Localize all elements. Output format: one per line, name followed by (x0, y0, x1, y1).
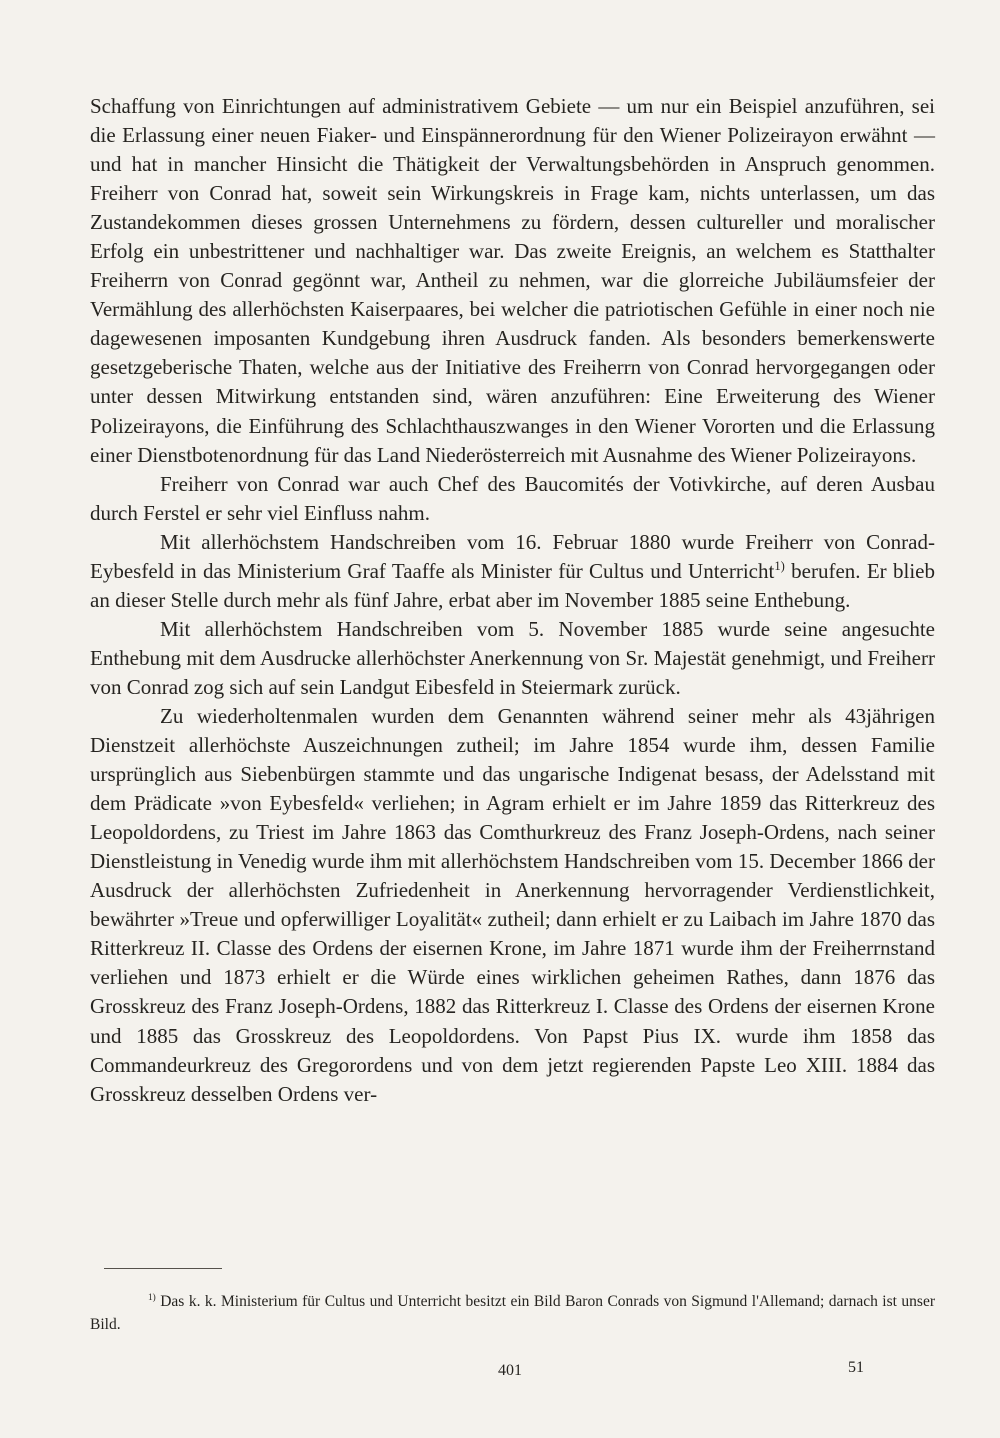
main-text (90, 92, 935, 1109)
paragraph-4: Mit allerhöchstem Handschreiben vom 5. November 1885 wurde seine angesuchte Enthebung mit dem Ausdrucke allerhöchster Anerkennung von Sr. Majestät genehmigt, und Freiherr von Conrad zog sich auf sein Landgut Eibesfeld in Steiermark zurück. (90, 616, 935, 699)
footnote-line (90, 1290, 935, 1336)
paragraph-3-continuation: berufen. Er blieb an dieser Stelle durch mehr als fünf Jahre, erbat aber im November 1885 seine Enthebung. (90, 558, 935, 612)
paragraph-1: Schaffung von Einrichtungen auf administrativem Gebiete — um nur ein Beispiel anzuführen, sei die Erlassung einer neuen Fiaker- und Einspännerordnung für den Wiener Polizeirayon erwähnt — und hat in mancher Hinsicht die Thätigkeit der Verwaltungsbehörden in Anspruch genommen. Freiherr von Conrad hat, soweit sein Wirkungskreis in Frage kam, nichts unterlassen, um das Zustandekommen dieses grossen Unternehmens zu fördern, dessen cultureller und moralischer Erfolg ein unbestrittener und nachhaltiger war. Das zweite Ereignis, an welchem es Statthalter Freiherrn von Conrad gegönnt war, Antheil zu nehmen, war die glorreiche Jubiläumsfeier der Vermählung des allerhöchsten Kaiserpaares, bei welcher die patriotischen Gefühle in einer noch nie dagewesenen imposanten Kundgebung ihren Ausdruck fanden. Als besonders bemerkenswerte gesetzgeberische Thaten, welche aus der Initiative des Freiherrn von Conrad hervorgegangen oder unter dessen Mitwirkung entstanden sind, wären anzuführen: Eine Erweiterung des Wiener Polizeirayons, die Einführung des Schlachthauszwanges in den Wiener Vororten und die Erlassung einer Dienstbotenordnung für das Land Niederösterreich mit Ausnahme des Wiener Polizeirayons. (90, 94, 935, 467)
footnote-text: Das k. k. Ministerium für Cultus und Unterricht besitzt ein Bild Baron Conrads von Sigmund l'Allemand; darnach ist unser Bild. (90, 1293, 935, 1333)
page-number: 401 (498, 1362, 522, 1379)
footnote-reference: 1) (774, 558, 785, 573)
footnote (90, 1290, 935, 1336)
sheet-number: 51 (848, 1359, 864, 1376)
paragraph-3-text: Mit allerhöchstem Handschreiben vom 16. Februar 1880 wurde Freiherr von Conrad-Eybesfeld in das Ministerium Graf Taaffe als Minister für Cultus und Unterricht (90, 529, 935, 583)
paragraph-2: Freiherr von Conrad war auch Chef des Baucomités der Votivkirche, auf deren Ausbau durch Ferstel er sehr viel Einfluss nahm. (90, 471, 935, 525)
footnote-divider (104, 1268, 222, 1269)
footnote-marker: 1) (148, 1292, 156, 1303)
paragraph-3 (90, 528, 935, 615)
paragraph-5: Zu wiederholtenmalen wurden dem Genannten während seiner mehr als 43jährigen Dienstzeit allerhöchste Auszeichnungen zutheil; im Jahre 1854 wurde ihm, dessen Familie ursprünglich aus Siebenbürgen stammte und das ungarische Indigenat besass, der Adelsstand mit dem Prädicate »von Eybesfeld« verliehen; in Agram erhielt er im Jahre 1859 das Ritterkreuz des Leopoldordens, zu Triest im Jahre 1863 das Comthurkreuz des Franz Joseph-Ordens, nach seiner Dienstleistung in Venedig wurde ihm mit allerhöchstem Handschreiben vom 15. December 1866 der Ausdruck der allerhöchsten Zufriedenheit in Anerkennung hervorragender Verdienstlichkeit, bewährter »Treue und opferwilliger Loyalität« zutheil; dann erhielt er zu Laibach im Jahre 1870 das Ritterkreuz II. Classe des Ordens der eisernen Krone, im Jahre 1871 wurde ihm der Freiherrnstand verliehen und 1873 erhielt er die Würde eines wirklichen geheimen Rathes, dann 1876 das Grosskreuz des Franz Joseph-Ordens, 1882 das Ritterkreuz I. Classe des Ordens der eisernen Krone und 1885 das Grosskreuz des Leopoldordens. Von Papst Pius IX. wurde ihm 1858 das Commandeurkreuz des Gregorordens und von dem jetzt regierenden Papste Leo XIII. 1884 das Grosskreuz desselben Ordens ver- (90, 703, 935, 1106)
